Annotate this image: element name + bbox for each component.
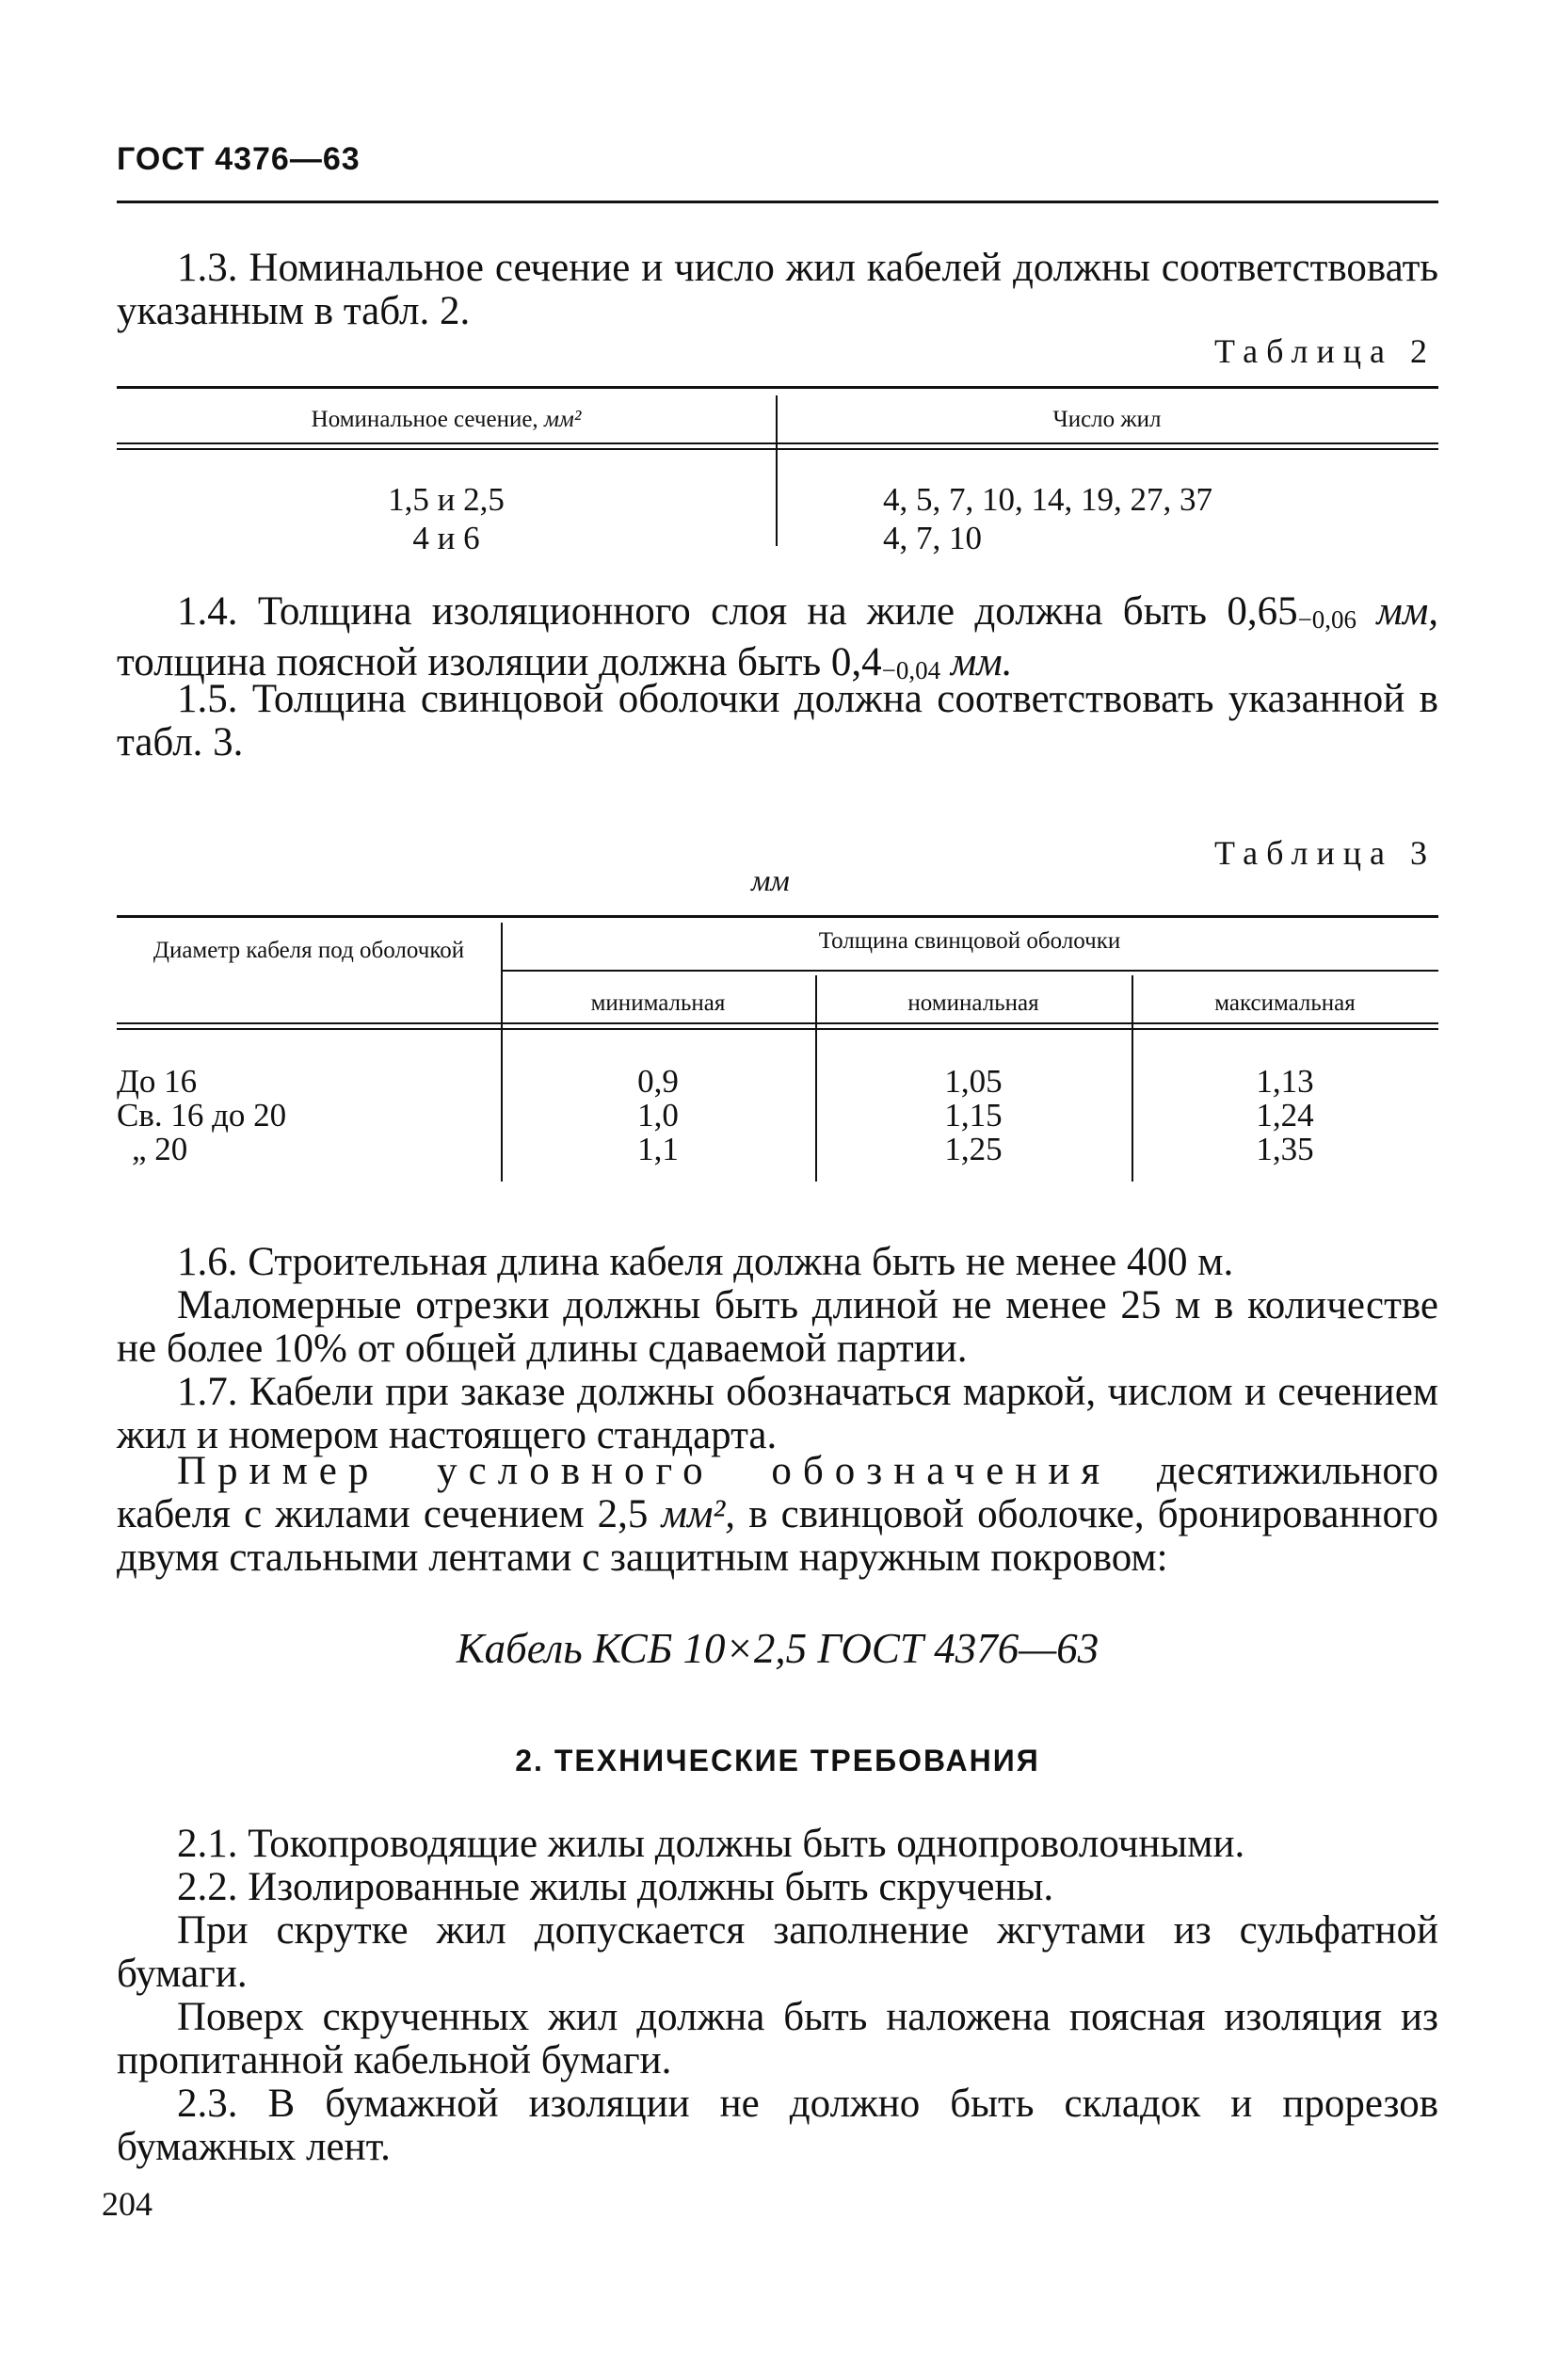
table2-row2-cores: 4, 7, 10 <box>883 520 982 556</box>
table2-header-cores: Число жил <box>1052 407 1162 432</box>
table3-row2-min: 1,0 <box>637 1097 679 1134</box>
section-title: 2. ТЕХНИЧЕСКИЕ ТРЕБОВАНИЯ <box>515 1744 1040 1777</box>
page-number: 204 <box>102 2185 152 2223</box>
table2-divider <box>776 395 778 546</box>
paragraph-1-6: 1.6. Строительная длина кабеля должна быть не менее 400 м. <box>177 1240 1234 1284</box>
table3-top-rule <box>117 915 1438 918</box>
page-header <box>117 141 1438 178</box>
table2-row1-section: 1,5 и 2,5 <box>388 481 505 518</box>
table3-row1-diameter: До 16 <box>117 1063 198 1100</box>
paragraph-example-intro: Пример условного обозначения десятижильного кабеля с жилами сечением 2,5 мм², в свинцовой оболочке, бронированного двумя стальными лентами с защитным наружным покровом: <box>117 1449 1439 1580</box>
table3-row2-max: 1,24 <box>1256 1097 1314 1134</box>
table3-row2-diameter: Св. 16 до 20 <box>117 1097 287 1134</box>
paragraph-1-3: 1.3. Номинальное сечение и число жил кабелей должны соответствовать указанным в табл. 2. <box>117 246 1438 333</box>
table3-row3-min: 1,1 <box>637 1131 679 1167</box>
table3-header-max: максимальная <box>1214 990 1356 1016</box>
table3-row3-diameter: „ 20 <box>132 1131 188 1167</box>
paragraph-2-1: 2.1. Токопроводящие жилы должны быть однопроволочными. <box>177 1822 1245 1866</box>
paragraph-1-5: 1.5. Толщина свинцовой оболочки должна соответствовать указанной в табл. 3. <box>117 677 1438 764</box>
table2-header-section: Номинальное сечение, мм² <box>311 407 582 432</box>
paragraph-1-7: 1.7. Кабели при заказе должны обозначаться маркой, числом и сечением жил и номером настоящего стандарта. <box>117 1370 1438 1457</box>
table3-header-group: Толщина свинцовой оболочки <box>818 928 1121 954</box>
paragraph-2-2: 2.2. Изолированные жилы должны быть скручены. <box>177 1865 1054 1909</box>
table2-row2-section: 4 и 6 <box>412 520 480 556</box>
table2-header-rule-1 <box>117 442 1438 444</box>
table3-row2-nom: 1,15 <box>944 1097 1003 1134</box>
table3-row1-min: 0,9 <box>637 1063 679 1100</box>
table3-group-rule <box>501 970 1438 972</box>
table3-caption: Таблица 3 <box>1214 834 1436 872</box>
designation-example: Кабель КСБ 10×2,5 ГОСТ 4376—63 <box>456 1625 1100 1672</box>
table3-header-min: минимальная <box>590 990 726 1016</box>
table3-header-rule-1 <box>117 1022 1438 1024</box>
table3-row3-nom: 1,25 <box>944 1131 1003 1167</box>
paragraph-2-2-b: При скрутке жил допускается заполнение жгутами из сульфатной бумаги. <box>117 1908 1438 1996</box>
table2-header-rule-2 <box>117 448 1438 450</box>
paragraph-1-4: 1.4. Толщина изоляционного слоя на жиле должна быть 0,65−0,06 мм, толщина поясной изоляции должна быть 0,4−0,04 мм. <box>117 589 1439 684</box>
table3-unit: мм <box>751 863 790 897</box>
paragraph-2-2-c: Поверх скрученных жил должна быть наложена поясная изоляция из пропитанной кабельной бумаги. <box>117 1995 1438 2082</box>
document-code: ГОСТ 4376—63 <box>117 141 361 177</box>
paragraph-2-3: 2.3. В бумажной изоляции не должно быть складок и прорезов бумажных лент. <box>117 2082 1438 2169</box>
table3-header-nom: номинальная <box>907 990 1039 1016</box>
table2-top-rule <box>117 386 1438 389</box>
table3-row1-max: 1,13 <box>1256 1063 1314 1100</box>
table2-row1-cores: 4, 5, 7, 10, 14, 19, 27, 37 <box>883 481 1212 518</box>
table2-caption: Таблица 2 <box>1214 332 1436 370</box>
table3-header-rule-2 <box>117 1028 1438 1030</box>
table3-header-diameter: Диаметр кабеля под оболочкой <box>152 938 465 963</box>
table3-row1-nom: 1,05 <box>944 1063 1003 1100</box>
paragraph-1-6-b: Маломерные отрезки должны быть длиной не менее 25 м в количестве не более 10% от общей длины сдаваемой партии. <box>117 1283 1438 1371</box>
table3-row3-max: 1,35 <box>1256 1131 1314 1167</box>
header-rule <box>117 201 1438 203</box>
